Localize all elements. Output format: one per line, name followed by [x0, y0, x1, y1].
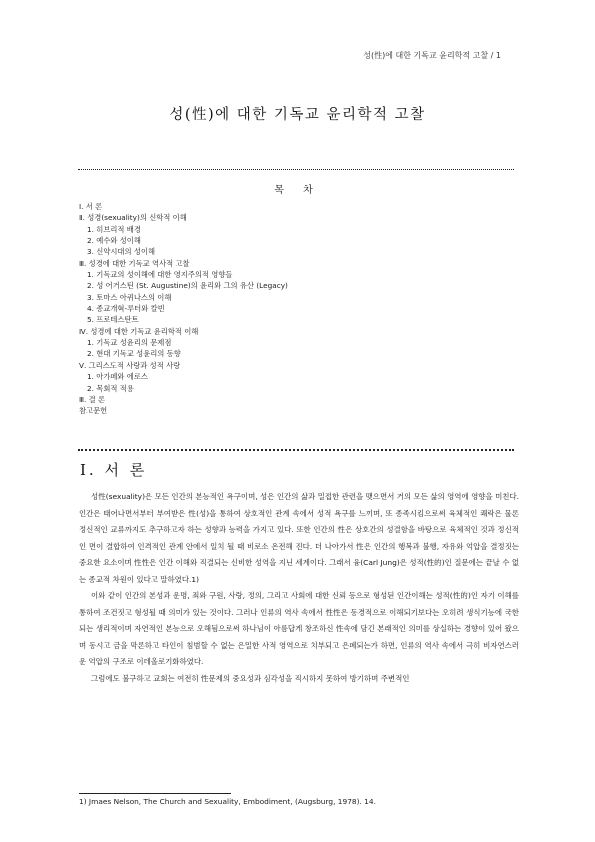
toc-item: 2. 예수와 성이해: [87, 236, 141, 246]
toc-item: 4. 종교개혁-루터와 칼빈: [87, 304, 165, 314]
toc-heading: 목 차: [274, 185, 321, 196]
toc-item: 2. 현대 기독교 성윤리의 동향: [87, 349, 181, 359]
toc-item: 2. 목회적 적용: [87, 383, 134, 393]
toc-item: 1. 히브리적 배경: [87, 224, 141, 234]
toc-item: 참고문헌: [79, 406, 108, 416]
toc-item: 1. 기독교 성윤리의 문제점: [87, 338, 172, 348]
document-title: 성(性)에 대한 기독교 윤리학적 고찰: [169, 107, 426, 123]
paragraph: 성性(sexuality)은 모든 인간의 본능적인 욕구이며, 성은 인간의 삶과 밀접한 관련을 맺으면서 거의 모든 삶의 영역에 영향을 미친다. 인간은 태어나면서부터 부여받은 性(성)을 통하여 상호적인 관계 속에서 성적 욕구를 느끼며, 또 종족시킴으로써 육체적인 쾌락은 물론 정신적인 교류까지도 추구하고자 하는 성향과 능력을 가지고 있다. 또한 인간의 性은 상호간의 성결함을 바탕으로 육체적인 것과 정신적인 면이 결합하여 인격적인 관계 안에서 일치 될 때 비로소 온전해 진다. 더 나아가서 性은 인간의 행복과 불행, 자유와 억압을 결정짓는 중요한 요소이며 性性은 인간 이해와 직결되는 신비한 성역을 지닌 세계이다. 그래서 융(Carl Jung)은 성적(性的)인 질문에는 끝날 수 없는 종교적 차원이 있다고 말하였다.1): [79, 492, 519, 584]
toc-item: Ⅲ. 결 론: [79, 394, 106, 404]
paragraph: 그럼에도 불구하고 교회는 여전히 性문제의 중요성과 심각성을 직시하지 못하여 방기하며 주변적인: [91, 673, 410, 683]
toc-top-rule: [78, 169, 514, 170]
footnote: 1) Jmaes Nelson, The Church and Sexuality, Embodiment, (Augsburg, 1978). 14.: [79, 797, 376, 806]
paragraph: 이와 같이 인간의 본성과 운명, 죄와 구원, 사랑, 정의, 그리고 사회에 대한 신뢰 등으로 형성된 인간이해는 성적(性的)인 자기 이해를 통하여 조건짓고 형성될 때 의미가 있는 것이다. 그러나 인류의 역사 속에서 性性은 동경적으로 이해되기보다는 오히려 생식기능에 국한되는 생리적이며 자연적인 본능으로 오해됨으로써 하나님이 아름답게 창조하신 性속에 담긴 본래적인 의미를 상실하는 경향이 있어 왔으며 동시고 금을 막론하고 타인이 침범할 수 없는 은밀한 사적 영역으로 치부되고 은폐되는가 하면, 인류의 역사 속에서 극히 비자연스러운 억압의 구조로 이데올로기화하였다.: [79, 591, 519, 666]
footnote-rule: [79, 793, 231, 794]
toc-item: Ⅴ. 그리스도적 사랑과 성적 사랑: [79, 360, 181, 370]
toc-item: Ⅰ. 서 론: [79, 202, 103, 211]
toc-item: Ⅲ. 성경에 대한 기독교 역사적 고찰: [79, 258, 190, 268]
toc-item: 1. 기독교의 성이해에 대한 영지주의적 영향들: [87, 270, 233, 280]
running-head: 성(性)에 대한 기독교 윤리학적 고찰 / 1: [363, 51, 501, 60]
toc-item: 5. 프로테스탄트: [87, 315, 139, 325]
section-heading: Ⅰ. 서 론: [80, 461, 148, 479]
toc-item: 3. 토마스 아퀴나스의 이해: [87, 292, 172, 302]
toc-item: Ⅱ. 성경(sexuality)의 신학적 이해: [79, 213, 187, 223]
section-divider: [78, 449, 514, 451]
table-of-contents: [79, 201, 519, 417]
toc-item: Ⅳ. 성경에 대한 기독교 윤리학적 이해: [79, 326, 199, 336]
toc-item: 3. 신약시대의 성이해: [87, 247, 155, 257]
body-text: [79, 489, 519, 687]
toc-item: 1. 아가페와 에로스: [87, 372, 148, 382]
toc-item: 2. 성 어거스틴 (St. Augustine)의 윤리와 그의 유산 (Legacy): [87, 281, 288, 291]
